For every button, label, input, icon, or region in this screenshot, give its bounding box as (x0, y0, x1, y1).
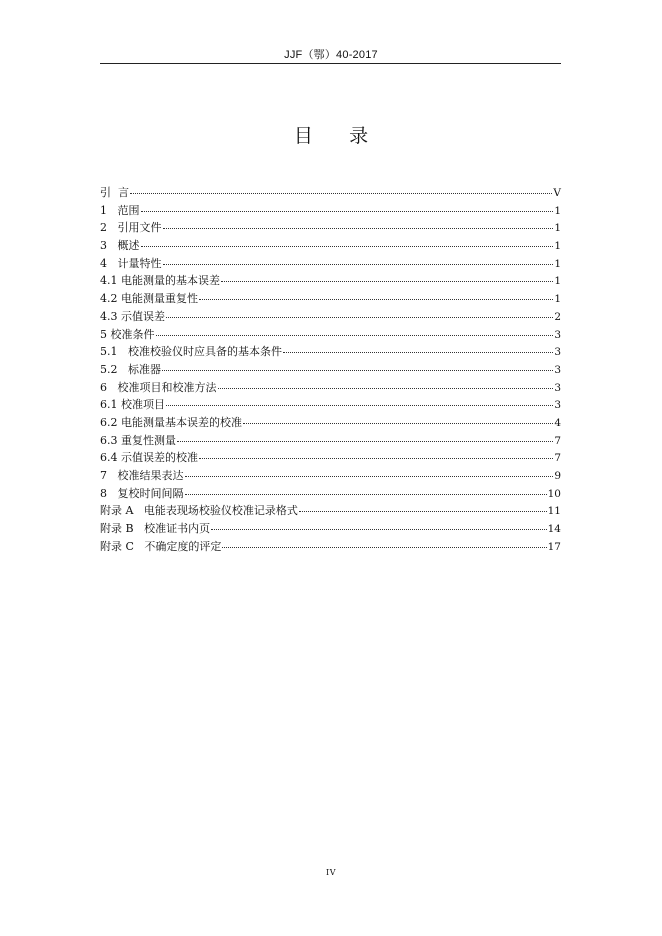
toc-leader-dots (156, 334, 554, 336)
toc-entry-page: 11 (547, 505, 561, 518)
toc-leader-dots (163, 227, 554, 229)
toc-leader-dots (199, 298, 553, 300)
toc-entry-label: 8 复校时间间隔 (100, 486, 184, 500)
toc-leader-dots (162, 369, 553, 371)
toc-leader-dots (222, 546, 546, 548)
toc-entry-label: 4.3 示值误差 (100, 309, 165, 323)
toc-entry[interactable] (100, 449, 561, 467)
toc-entry-page: 1 (554, 240, 561, 253)
toc-entry-label: 7 校准结果表达 (100, 469, 184, 482)
toc-entry-label: 5.1 校准校验仪时应具备的基本条件 (100, 345, 282, 359)
toc-entry-page: 10 (547, 487, 561, 500)
toc-entry-page: 14 (547, 523, 561, 536)
page-number: IV (326, 868, 336, 877)
toc-entry-page: 7 (554, 452, 561, 465)
toc-entry-page: V (553, 187, 561, 199)
toc-entry[interactable] (100, 379, 561, 397)
toc-entry-page: 3 (554, 328, 561, 341)
toc-entry-page: 3 (554, 399, 561, 412)
toc-entry[interactable] (100, 396, 561, 414)
toc-entry-page: 7 (554, 434, 561, 447)
toc-entry-label: 附录 C 不确定度的评定 (100, 539, 222, 553)
toc-leader-dots (199, 457, 553, 459)
toc-leader-dots (185, 493, 547, 495)
toc-entry-label: 6.3 重复性测量 (100, 433, 176, 447)
toc-leader-dots (166, 404, 553, 406)
toc-entry[interactable] (100, 485, 561, 503)
toc-entry-page: 4 (554, 416, 561, 429)
toc-leader-dots (283, 351, 553, 353)
toc-entry-label: 6.1 校准项目 (100, 398, 165, 412)
toc-entry-label: 5 校准条件 (100, 327, 155, 341)
toc-entry[interactable] (100, 467, 561, 485)
toc-entry-page: 3 (554, 363, 561, 376)
toc-entry-page: 3 (554, 346, 561, 359)
toc-leader-dots (141, 210, 554, 212)
toc-entry-page: 1 (554, 204, 561, 217)
toc-entry[interactable] (100, 272, 561, 290)
toc-entry-label: 6 校准项目和校准方法 (100, 380, 217, 394)
header-divider (100, 63, 561, 64)
toc-entry-page: 1 (554, 293, 561, 306)
toc-leader-dots (299, 510, 547, 512)
toc-entry[interactable] (100, 219, 561, 237)
toc-entry[interactable] (100, 538, 561, 556)
toc-leader-dots (221, 280, 553, 282)
toc-entry[interactable] (100, 184, 561, 202)
toc-entry[interactable] (100, 237, 561, 255)
toc-entry-page: 1 (554, 222, 561, 235)
toc-entry-page: 1 (554, 257, 561, 270)
toc-entry[interactable] (100, 202, 561, 220)
toc-entry-label: 附录 B 校准证书内页 (100, 522, 211, 536)
toc-entry-label: 5.2 标准器 (100, 362, 161, 376)
toc-entry-label: 附录 A 电能表现场校验仪校准记录格式 (100, 504, 298, 518)
table-of-contents (100, 184, 561, 555)
toc-entry-page: 3 (554, 381, 561, 394)
toc-entry[interactable] (100, 326, 561, 344)
toc-entry-page: 2 (554, 310, 561, 323)
toc-entry[interactable] (100, 308, 561, 326)
toc-entry-label: 1 范围 (100, 203, 140, 217)
toc-leader-dots (218, 387, 554, 389)
toc-entry[interactable] (100, 255, 561, 273)
toc-entry-label: 2 引用文件 (100, 221, 162, 235)
toc-leader-dots (211, 528, 547, 530)
toc-entry-page: 9 (554, 470, 561, 482)
toc-leader-dots (243, 422, 553, 424)
toc-entry-label: 4.1 电能测量的基本误差 (100, 274, 220, 288)
toc-entry-label: 4 计量特性 (100, 256, 162, 270)
toc-leader-dots (177, 440, 553, 442)
toc-entry-label: 6.4 示值误差的校准 (100, 451, 198, 465)
toc-entry[interactable] (100, 343, 561, 361)
toc-entry[interactable] (100, 290, 561, 308)
toc-entry-label: 引 言 (100, 186, 129, 199)
toc-leader-dots (185, 475, 554, 477)
toc-leader-dots (163, 263, 554, 265)
page-title: 目 录 (293, 125, 369, 147)
toc-entry[interactable] (100, 520, 561, 538)
document-code-header: JJF（鄂）40-2017 (284, 49, 378, 61)
toc-entry[interactable] (100, 361, 561, 379)
toc-leader-dots (166, 316, 553, 318)
toc-leader-dots (130, 192, 552, 194)
toc-leader-dots (141, 245, 554, 247)
toc-entry-label: 3 概述 (100, 239, 140, 253)
toc-entry[interactable] (100, 414, 561, 432)
toc-entry[interactable] (100, 502, 561, 520)
toc-entry-page: 1 (554, 275, 561, 288)
toc-entry[interactable] (100, 432, 561, 450)
toc-entry-label: 4.2 电能测量重复性 (100, 292, 198, 306)
toc-entry-page: 17 (547, 540, 561, 553)
toc-entry-label: 6.2 电能测量基本误差的校准 (100, 415, 242, 429)
